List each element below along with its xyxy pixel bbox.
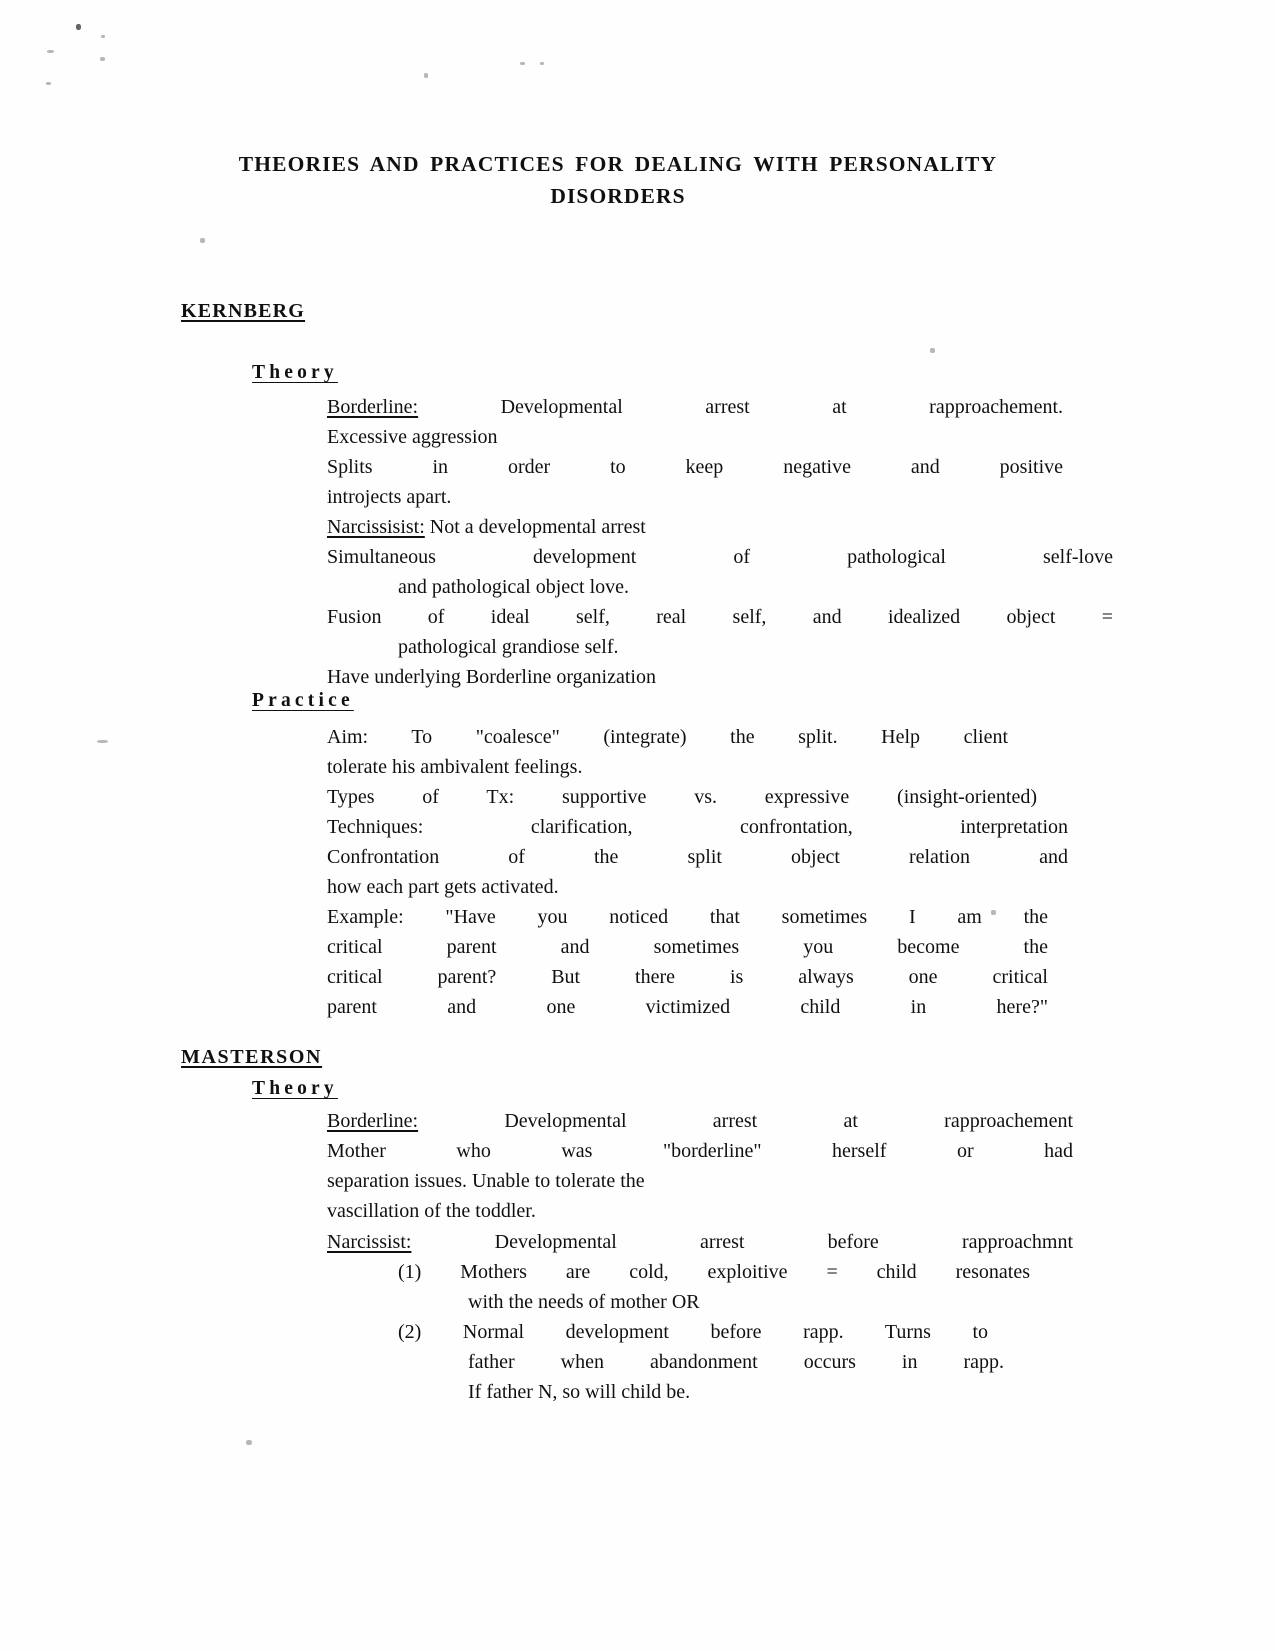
list-item-1-continuation [468, 1287, 1028, 1317]
scan-speck [200, 238, 205, 243]
entry-line: how each part gets activated. [327, 876, 559, 899]
list-item-1 [398, 1257, 1030, 1287]
subheading-kernberg-practice: Practice [252, 690, 354, 711]
entry-line: Fusion of ideal self, real self, and idealized object = [327, 606, 1113, 629]
list-item-line [398, 1317, 988, 1347]
entry-text: Developmental arrest at rapproachement. [500, 396, 1063, 418]
scan-speck [520, 62, 525, 65]
entry-masterson-theory-borderline [327, 1106, 1073, 1226]
entry-line [327, 512, 1113, 542]
entry-kernberg-theory-borderline [327, 392, 1063, 512]
scan-speck [101, 35, 105, 38]
entry-line: tolerate his ambivalent feelings. [327, 756, 583, 779]
entry-kernberg-practice-types [327, 782, 1037, 812]
entry-label: Borderline: [327, 1110, 419, 1132]
entry-text: Not a developmental arrest [429, 516, 646, 538]
scan-speck [46, 82, 51, 85]
entry-line: separation issues. Unable to tolerate the [327, 1170, 645, 1193]
list-item-text: Mothers are cold, exploitive = child resonates [460, 1261, 1031, 1283]
scan-speck [246, 1440, 252, 1445]
entry-line [327, 902, 1049, 932]
list-item-line: father when abandonment occurs in rapp. [468, 1351, 1004, 1373]
list-item-line: with the needs of mother OR [468, 1291, 700, 1313]
entry-masterson-theory-narcissist [327, 1227, 1073, 1257]
page-title [178, 148, 1058, 212]
title-line-2: DISORDERS [550, 184, 686, 208]
entry-line [327, 1227, 1074, 1257]
entry-line [327, 1106, 1073, 1136]
scan-speck [76, 24, 81, 30]
entry-kernberg-theory-narcissisist [327, 512, 1113, 693]
entry-label: Example: [327, 906, 404, 928]
entry-label: Narcissisist: [327, 516, 425, 538]
entry-line: introjects apart. [327, 486, 452, 509]
list-item-number: (2) [398, 1321, 422, 1343]
entry-line: critical parent and sometimes you become the [327, 936, 1048, 959]
entry-line: vascillation of the toddler. [327, 1200, 536, 1223]
entry-line: Confrontation of the split object relation and [327, 846, 1068, 869]
scan-speck [540, 62, 544, 65]
entry-line: and pathological object love. [398, 576, 630, 599]
entry-label: Narcissist: [327, 1231, 412, 1253]
entry-line: Techniques: clarification, confrontation, interpretation [327, 816, 1068, 838]
scan-speck [97, 740, 108, 743]
entry-text: Developmental arrest before rapproachmnt [494, 1231, 1074, 1253]
scan-speck [100, 57, 105, 61]
list-item-2 [398, 1317, 988, 1347]
entry-line: Have underlying Borderline organization [327, 666, 656, 689]
list-item-number: (1) [398, 1261, 422, 1283]
scan-speck [47, 50, 54, 53]
entry-line: Simultaneous development of pathological self-love [327, 546, 1113, 569]
entry-line [327, 392, 1063, 422]
list-item-text: Normal development before rapp. Turns to [462, 1321, 988, 1343]
entry-line [327, 722, 1009, 752]
entry-text: To "coalesce" (integrate) the split. Help client [411, 726, 1009, 748]
entry-kernberg-practice-aim [327, 722, 1008, 782]
title-line-1: THEORIES AND PRACTICES FOR DEALING WITH PERSONALITY [238, 152, 998, 176]
entry-line: parent and one victimized child in here?" [327, 996, 1048, 1019]
entry-line: Types of Tx: supportive vs. expressive (insight-oriented) [327, 786, 1037, 808]
entry-label: Borderline: [327, 396, 419, 418]
entry-line: Splits in order to keep negative and positive [327, 456, 1063, 479]
subheading-masterson-theory: Theory [252, 1078, 338, 1099]
subheading-kernberg-theory: Theory [252, 362, 338, 383]
entry-line: pathological grandiose self. [398, 636, 619, 659]
entry-kernberg-practice-example [327, 902, 1048, 1022]
scan-speck [930, 348, 935, 353]
entry-text: Developmental arrest at rapproachement [504, 1110, 1073, 1132]
section-heading-masterson: MASTERSON [181, 1046, 323, 1068]
entry-label: Aim: [327, 726, 369, 748]
entry-text: "Have you noticed that sometimes I am the [445, 906, 1049, 928]
entry-line: Excessive aggression [327, 426, 498, 449]
entry-line: Mother who was "borderline" herself or had [327, 1140, 1073, 1163]
list-item-line: If father N, so will child be. [468, 1381, 691, 1404]
scan-speck [424, 73, 428, 78]
section-heading-kernberg: KERNBERG [181, 300, 306, 322]
entry-kernberg-practice-techniques [327, 812, 1068, 902]
list-item-2-continuation [468, 1347, 1004, 1407]
list-item-line [398, 1257, 1030, 1287]
entry-line: critical parent? But there is always one critical [327, 966, 1048, 989]
